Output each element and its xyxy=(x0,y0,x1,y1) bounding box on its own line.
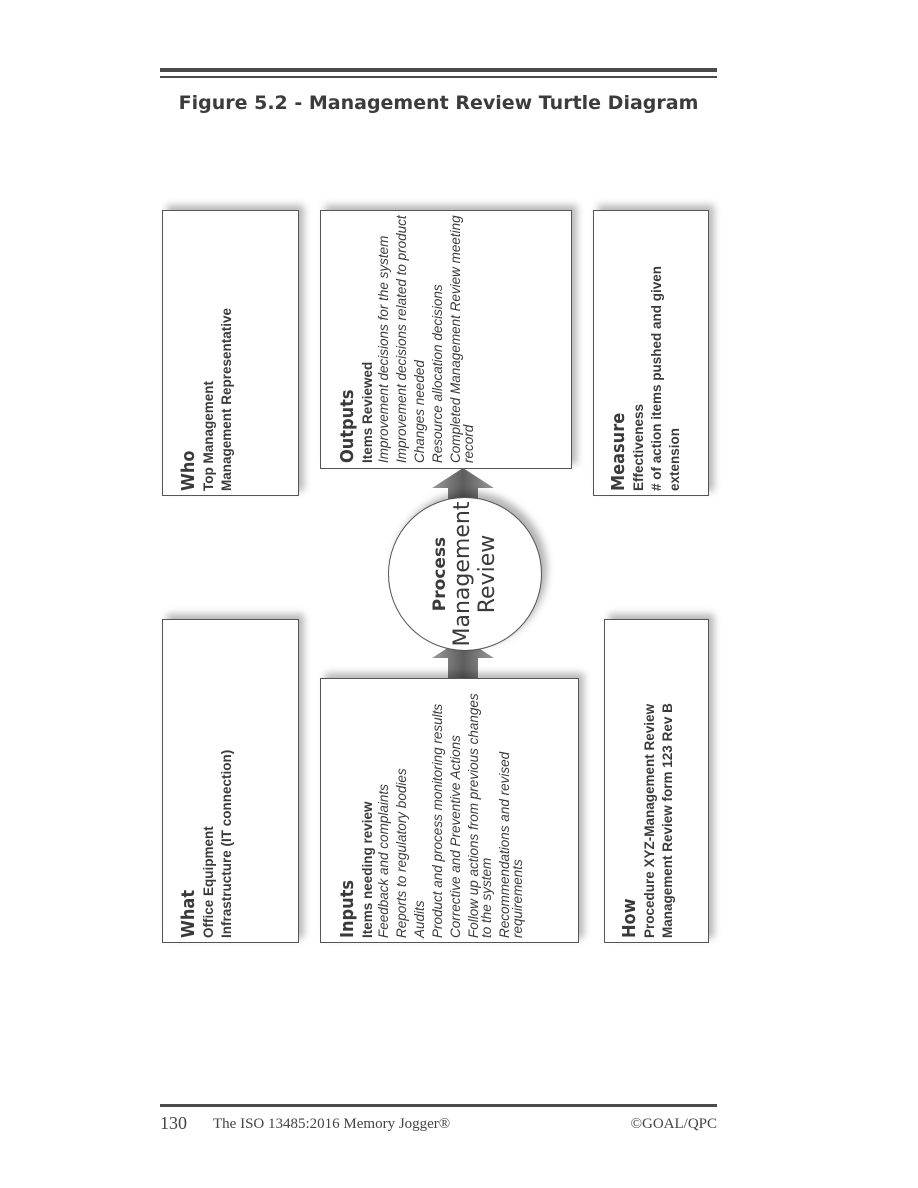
outputs-item: Changes needed xyxy=(412,360,427,463)
process-label: Process xyxy=(430,536,450,612)
inputs-box xyxy=(320,678,579,943)
outputs-box xyxy=(320,210,572,469)
outputs-item: Improvement decisions for the system xyxy=(376,235,391,463)
inputs-item: Reports to regulatory bodies xyxy=(394,768,409,938)
what-heading: What xyxy=(178,889,199,938)
measure-item: Effectiveness xyxy=(631,403,646,491)
copyright: ©GOAL/QPC xyxy=(630,1116,717,1132)
process-name-line2: Review xyxy=(475,534,500,614)
who-item: Management Representative xyxy=(219,307,234,491)
figure-title: Figure 5.2 - Management Review Turtle Diagram xyxy=(178,92,699,114)
inputs-item: Recommendations and revised requirements xyxy=(497,751,525,938)
outputs-item: Improvement decisions related to product xyxy=(394,215,409,463)
how-box xyxy=(604,619,709,943)
who-item: Top Management xyxy=(201,380,216,491)
inputs-heading: Inputs xyxy=(337,879,358,938)
process-name-line1: Management xyxy=(450,501,475,647)
header-rule-thick xyxy=(160,68,717,72)
who-box xyxy=(162,210,299,496)
footer-rule xyxy=(160,1104,717,1107)
outputs-item: Resource allocation decisions xyxy=(430,284,445,463)
who-heading: Who xyxy=(178,450,199,491)
inputs-first-item: Items needing review xyxy=(360,801,375,938)
inputs-item: Product and process monitoring results xyxy=(430,703,445,938)
outputs-first-item: Items Reviewed xyxy=(360,361,375,463)
header-rule-thin xyxy=(160,76,717,78)
measure-box xyxy=(593,210,709,496)
process-circle xyxy=(388,497,542,651)
inputs-item: Follow up actions from previous changes to the system xyxy=(466,693,494,938)
how-item: Procedure XYZ-Management Review xyxy=(642,703,657,938)
measure-heading: Measure xyxy=(608,412,629,491)
how-heading: How xyxy=(619,898,640,938)
inputs-item: Feedback and complaints xyxy=(376,784,391,938)
inputs-item: Corrective and Preventive Actions xyxy=(448,735,463,938)
what-item: Infrastructure (IT connection) xyxy=(219,749,234,938)
what-box xyxy=(162,619,299,943)
measure-item: # of action items pushed and given extension xyxy=(649,265,682,491)
how-item: Management Review form 123 Rev B xyxy=(660,703,675,938)
book-title: The ISO 13485:2016 Memory Jogger® xyxy=(213,1116,451,1132)
outputs-item: Completed Management Review meeting record xyxy=(448,215,476,463)
what-item: Office Equipment xyxy=(201,826,216,938)
page-number: 130 xyxy=(160,1113,187,1133)
inputs-item: Audits xyxy=(412,900,427,938)
outputs-heading: Outputs xyxy=(337,389,358,463)
